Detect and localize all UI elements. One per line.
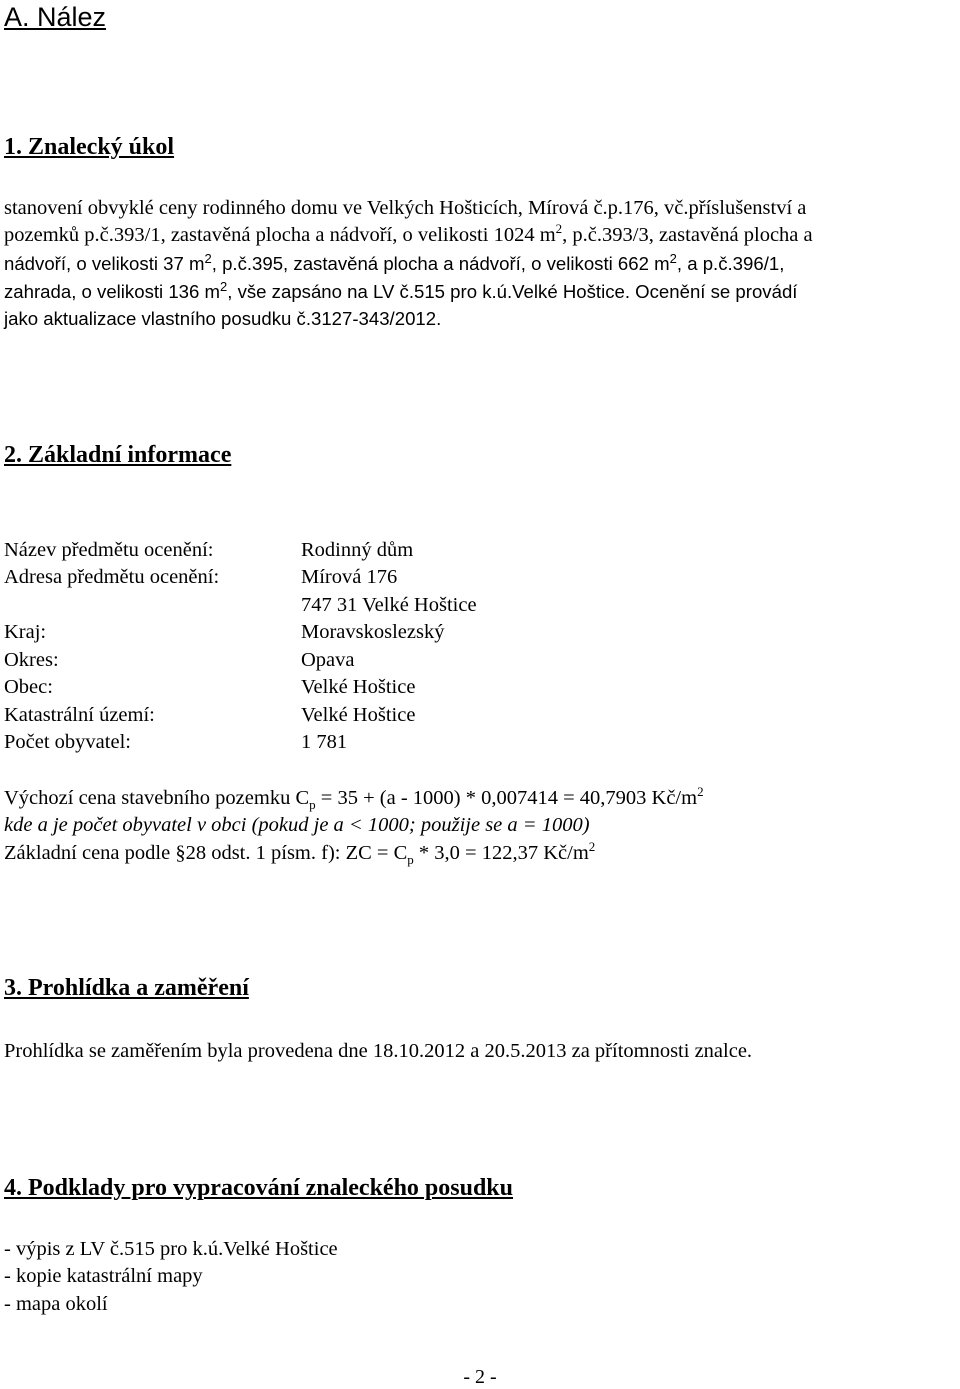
section1-line3-text: nádvoří, o velikosti 37 m <box>4 253 205 274</box>
section1-line3-mid: , p.č.395, zastavěná plocha a nádvoří, o velikosti 662 m <box>211 253 670 274</box>
section1-line4 <box>4 278 797 305</box>
info-value: 747 31 Velké Hoštice <box>301 594 477 616</box>
info-value: Velké Hoštice <box>301 676 416 698</box>
list-item: - výpis z LV č.515 pro k.ú.Velké Hoštice <box>4 1238 338 1260</box>
page-number: - 2 - <box>463 1366 497 1388</box>
section1-line4-tail: , vše zapsáno na LV č.515 pro k.ú.Velké Hoštice. Ocenění se provádí <box>227 281 798 302</box>
section1-heading: 1. Znalecký úkol <box>4 134 175 160</box>
superscript: 2 <box>555 221 563 237</box>
formula-text: * 3,0 = 122,37 Kč/m <box>413 842 589 864</box>
info-label: Katastrální území: <box>4 704 155 726</box>
section4-heading: 4. Podklady pro vypracování znaleckého posudku <box>4 1175 514 1201</box>
section1-line5: jako aktualizace vlastního posudku č.3127-343/2012. <box>4 308 442 329</box>
section1-line3 <box>4 250 784 277</box>
info-value: Velké Hoštice <box>301 704 416 726</box>
section1-line4-text: zahrada, o velikosti 136 m <box>4 281 221 302</box>
info-row <box>0 537 960 564</box>
superscript: 2 <box>669 250 677 266</box>
formula-text: Výchozí cena stavebního pozemku C <box>4 787 310 809</box>
info-label: Okres: <box>4 649 59 671</box>
section1-line2 <box>4 222 813 249</box>
section1-line3-tail: , a p.č.396/1, <box>676 253 785 274</box>
info-label: Název předmětu ocenění: <box>4 539 214 561</box>
section3-heading: 3. Prohlídka a zaměření <box>4 975 249 1001</box>
subscript: p <box>407 852 414 868</box>
superscript: 2 <box>204 250 212 266</box>
info-label: Kraj: <box>4 621 47 643</box>
formula-text: Základní cena podle §28 odst. 1 písm. f): ZC = C <box>4 842 408 864</box>
info-label: Adresa předmětu ocenění: <box>4 566 220 588</box>
info-label: Počet obyvatel: <box>4 731 131 753</box>
formula-base-price <box>4 785 704 812</box>
list-item: - kopie katastrální mapy <box>4 1265 203 1287</box>
section1-line2-text: pozemků p.č.393/1, zastavěná plocha a nádvoří, o velikosti 1024 m <box>4 224 556 246</box>
superscript: 2 <box>588 839 596 855</box>
superscript: 2 <box>220 278 228 294</box>
info-row <box>0 619 960 646</box>
list-item: - mapa okolí <box>4 1293 108 1315</box>
info-row <box>0 647 960 674</box>
info-value: Moravskoslezský <box>301 621 445 643</box>
info-value: Rodinný dům <box>301 539 414 561</box>
section1-line1: stanovení obvyklé ceny rodinného domu ve Velkých Hošticích, Mírová č.p.176, vč.příslušenství a <box>4 197 807 219</box>
info-row <box>0 729 960 756</box>
info-row <box>0 702 960 729</box>
section2-heading: 2. Základní informace <box>4 442 232 468</box>
info-value: 1 781 <box>301 731 348 753</box>
info-value: Opava <box>301 649 355 671</box>
section1-line2-tail: , p.č.393/3, zastavěná plocha a <box>562 224 813 246</box>
superscript: 2 <box>697 784 704 800</box>
subscript: p <box>309 797 316 813</box>
page-title: A. Nález <box>4 2 107 32</box>
info-label: Obec: <box>4 676 53 698</box>
formula-text: = 35 + (a - 1000) * 0,007414 = 40,7903 Kč/m <box>315 787 698 809</box>
formula-note: kde a je počet obyvatel v obci (pokud je a < 1000; použije se a = 1000) <box>4 814 590 836</box>
formula-zc <box>4 840 595 867</box>
info-value: Mírová 176 <box>301 566 398 588</box>
info-row <box>0 564 960 591</box>
section3-text: Prohlídka se zaměřením byla provedena dne 18.10.2012 a 20.5.2013 za přítomnosti znalce. <box>4 1040 753 1062</box>
info-row <box>0 592 960 619</box>
info-row <box>0 674 960 701</box>
